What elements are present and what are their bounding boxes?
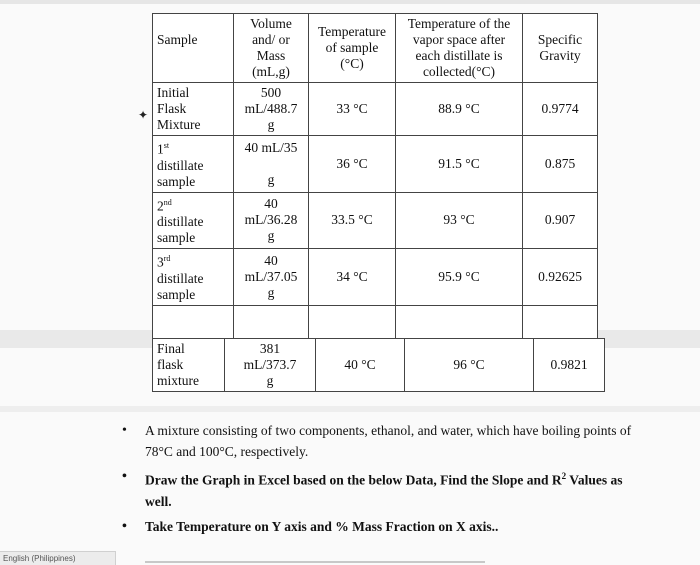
cell-vapor-temperature: 91.5 °C (396, 136, 523, 193)
cell-temperature: 33 °C (309, 83, 396, 136)
list-item: • Draw the Graph in Excel based on the below Data, Find the Slope and $R^2$ Values as well. (115, 466, 635, 512)
header-volume: Volume and/ or Mass (mL,g) (234, 14, 309, 83)
page-gap-lower (0, 406, 700, 412)
cell-temperature: 36 °C (309, 136, 396, 193)
table-row (153, 83, 598, 136)
table-row (153, 339, 605, 392)
distillation-data-table (152, 13, 598, 377)
bullet-icon: • (122, 469, 127, 484)
bullet-icon: • (122, 423, 127, 438)
bullet-icon: • (122, 518, 127, 534)
cell-volume: 40 mL/37.05 g (234, 249, 309, 306)
header-row (153, 14, 598, 83)
cell-volume: 40 mL/36.28 g (234, 192, 309, 249)
instructions-list (115, 420, 635, 541)
header-specific-gravity: Specific Gravity (523, 14, 598, 83)
header-temp-vapor: Temperature of the vapor space after each distillate is collected(°C) (396, 14, 523, 83)
cell-vapor-temperature: 88.9 °C (396, 83, 523, 136)
cell-temperature: 33.5 °C (309, 192, 396, 249)
cell-volume: 500 mL/488.7 g (234, 83, 309, 136)
cell-vapor-temperature: 93 °C (396, 192, 523, 249)
cell-specific-gravity: 0.92625 (523, 249, 598, 306)
list-item: • A mixture consisting of two components, ethanol, and water, which have boiling points of 78°C and 100°C, respectively. (115, 420, 635, 462)
cell-specific-gravity: 0.9774 (523, 83, 598, 136)
language-indicator[interactable]: English (Philippines) (0, 551, 116, 565)
cell-vapor-temperature: 96 °C (405, 339, 534, 392)
cell-specific-gravity: 0.875 (523, 136, 598, 193)
cell-sample: Initial Flask Mixture (153, 83, 234, 136)
table-row (153, 249, 598, 306)
final-flask-table (152, 338, 605, 392)
cell-vapor-temperature: 95.9 °C (396, 249, 523, 306)
cell-volume: 381 mL/373.7 g (225, 339, 316, 392)
cell-sample: Final flask mixture (153, 339, 225, 392)
cell-specific-gravity: 0.907 (523, 192, 598, 249)
header-sample: Sample (153, 14, 234, 83)
cell-temperature: 40 °C (316, 339, 405, 392)
header-temp-sample: Temperature of sample (°C) (309, 14, 396, 83)
cell-sample: 1st distillate sample (153, 136, 234, 193)
cell-temperature: 34 °C (309, 249, 396, 306)
row-marker-icon: ✦ (138, 108, 149, 122)
cell-specific-gravity: 0.9821 (534, 339, 605, 392)
bottom-rule (145, 561, 485, 563)
cell-volume: 40 mL/35 g (234, 136, 309, 193)
cell-sample: 2nd distillate sample (153, 192, 234, 249)
table-row (153, 192, 598, 249)
table-row (153, 136, 598, 193)
cell-sample: 3rd distillate sample (153, 249, 234, 306)
list-item: • Take Temperature on Y axis and % Mass Fraction on X axis.. (115, 516, 635, 537)
